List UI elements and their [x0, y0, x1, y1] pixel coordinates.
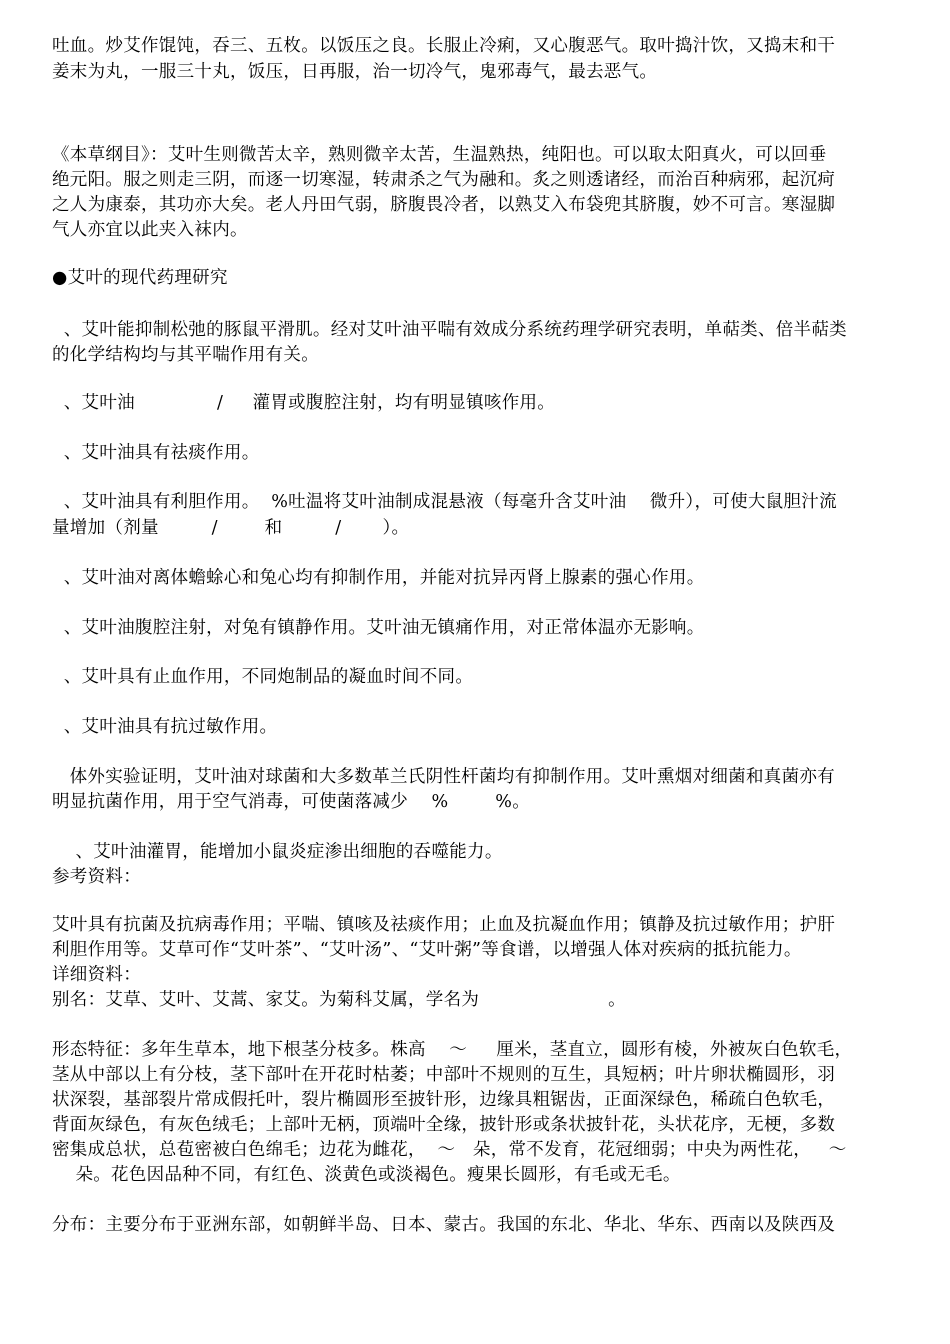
text-line: 艾叶具有抗菌及抗病毒作用；平喘、镇咳及祛痰作用；止血及抗凝血作用；镇静及抗过敏作用；护肝 — [52, 915, 836, 935]
text-line: 、艾叶油具有祛痰作用。 — [52, 443, 260, 463]
text-line: 形态特征：多年生草本，地下根茎分枝多。株高 ～ 厘米，茎直立，圆形有棱，外被灰白色软毛， — [52, 1040, 853, 1060]
text-line: 、艾叶油 / 灌胃或腹腔注射，均有明显镇咳作用。 — [52, 393, 556, 413]
text-line: 、艾叶油对离体蟾蜍心和兔心均有抑制作用，并能对抗异丙肾上腺素的强心作用。 — [52, 568, 705, 588]
text-line: 别名：艾草、艾叶、艾蒿、家艾。为菊科艾属，学名为 。 — [52, 990, 626, 1010]
text-line: 明显抗菌作用，用于空气消毒，可使菌落减少 % %。 — [52, 792, 531, 812]
text-line: 、艾叶油腹腔注射，对兔有镇静作用。艾叶油无镇痛作用，对正常体温亦无影响。 — [52, 618, 705, 638]
text-line: 茎从中部以上有分枝，茎下部叶在开花时枯萎；中部叶不规则的互生，具短柄；叶片卵状椭圆形，羽 — [52, 1065, 836, 1085]
text-line: 之人为康泰，其功亦大矣。老人丹田气弱，脐腹畏冷者，以熟艾入布袋兜其脐腹，妙不可言。寒湿脚 — [52, 195, 836, 215]
text-line: 密集成总状，总苞密被白色绵毛；边花为雌花， ～ 朵，常不发育，花冠细弱；中央为两性花， ～ — [52, 1140, 847, 1160]
text-line: 参考资料： — [52, 867, 141, 887]
text-line: 状深裂，基部裂片常成假托叶，裂片椭圆形至披针形，边缘具粗锯齿，正面深绿色，稀疏白色软毛， — [52, 1090, 836, 1110]
text-line: 气人亦宜以此夹入袜内。 — [52, 220, 248, 240]
text-line: 的化学结构均与其平喘作用有关。 — [52, 345, 319, 365]
text-line: 体外实验证明，艾叶油对球菌和大多数革兰氏阴性杆菌均有抑制作用。艾叶熏烟对细菌和真菌亦有 — [52, 767, 835, 787]
text-line: 姜末为丸，一服三十丸，饭压，日再服，治一切冷气，鬼邪毒气，最去恶气。 — [52, 62, 658, 82]
text-line: 绝元阳。服之则走三阴，而逐一切寒湿，转肃杀之气为融和。炙之则透诸经，而治百种病邪，起沉疴 — [52, 170, 836, 190]
text-line: 、艾叶具有止血作用，不同炮制品的凝血时间不同。 — [52, 667, 474, 687]
text-line: 量增加（剂量 / 和 / ）。 — [52, 518, 410, 538]
text-line: 分布：主要分布于亚洲东部，如朝鲜半岛、日本、蒙古。我国的东北、华北、华东、西南以及陕西及 — [52, 1215, 836, 1235]
text-line: 详细资料： — [52, 965, 141, 985]
text-line: 、艾叶能抑制松弛的豚鼠平滑肌。经对艾叶油平喘有效成分系统药理学研究表明，单萜类、倍半萜类 — [52, 320, 847, 340]
text-line: 利胆作用等。艾草可作“艾叶茶”、“艾叶汤”、“艾叶粥”等食谱，以增强人体对疾病的抵抗能力。 — [52, 940, 802, 960]
text-line: 吐血。炒艾作馄饨，吞三、五枚。以饭压之良。长服止冷痢，又心腹恶气。取叶捣汁饮，又捣末和干 — [52, 36, 836, 56]
text-line: ●艾叶的现代药理研究 — [52, 268, 228, 288]
text-line: 朵。花色因品种不同，有红色、淡黄色或淡褐色。瘦果长圆形，有毛或无毛。 — [52, 1165, 681, 1185]
text-line: 、艾叶油灌胃，能增加小鼠炎症渗出细胞的吞噬能力。 — [52, 842, 503, 862]
text-line: 、艾叶油具有利胆作用。 %吐温将艾叶油制成混悬液（每毫升含艾叶油 微升），可使大鼠胆汁流 — [52, 492, 837, 512]
text-line: 《本草纲目》：艾叶生则微苦太辛，熟则微辛太苦，生温熟热，纯阳也。可以取太阳真火，可以回垂 — [52, 145, 827, 165]
text-line: 背面灰绿色，有灰色绒毛；上部叶无柄，顶端叶全缘，披针形或条状披针花，头状花序，无梗，多数 — [52, 1115, 836, 1135]
text-line: 、艾叶油具有抗过敏作用。 — [52, 717, 278, 737]
